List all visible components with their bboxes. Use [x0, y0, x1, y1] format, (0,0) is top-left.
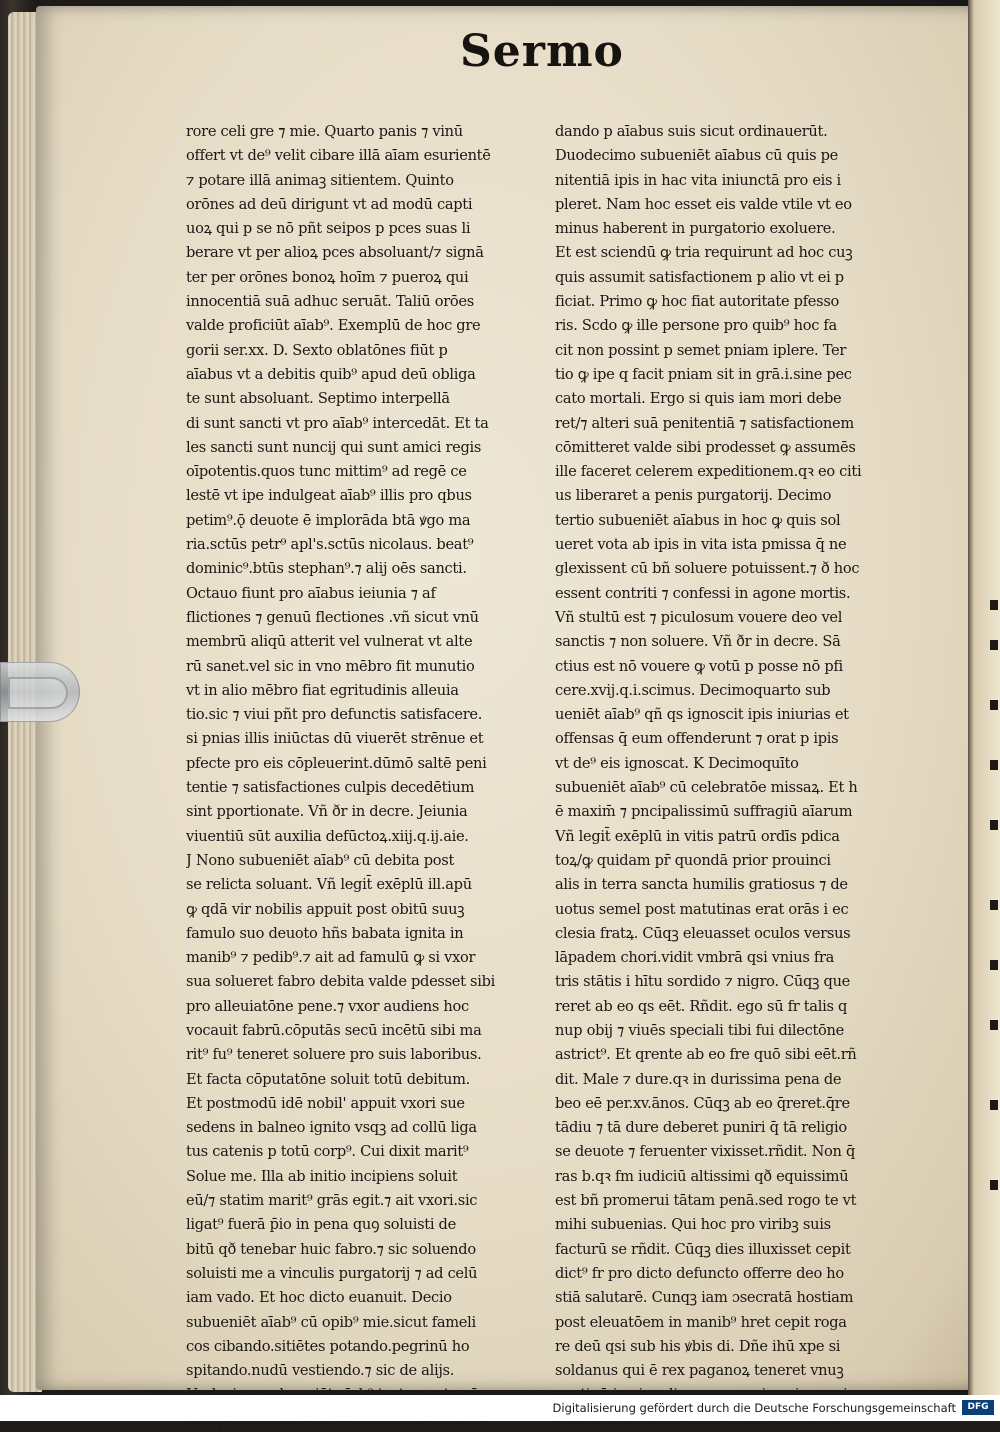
- text-line: ret/⁊ alteri suā penitentiā ⁊ satisfactionem: [555, 414, 854, 432]
- adjacent-page-mark: [990, 960, 998, 970]
- text-line: gorii ser.xx. D. Sexto oblatōnes fiūt p: [186, 341, 448, 359]
- text-line: pro alleuiatōne pene.⁊ vxor audiens hoc: [186, 997, 469, 1015]
- text-line: se relicta soluant. Vñ legit̄ exēplū ill.apū: [186, 876, 472, 894]
- adjacent-page-mark: [990, 640, 998, 650]
- adjacent-page-mark: [990, 820, 998, 830]
- text-line: pfecte pro eis cōpleuerint.dūmō saltē peni: [186, 754, 487, 772]
- text-line: minus haberent in purgatorio exoluere.: [555, 220, 836, 238]
- text-line: soldanus qui ē rex paganoꝝ teneret vnuꝫ: [555, 1362, 844, 1380]
- text-line: alis in terra sancta humilis gratiosus ⁊ de: [555, 876, 848, 894]
- text-line: ligat⁹ fuerā p̄io in pena quꝯ soluisti de: [186, 1216, 456, 1234]
- text-line: glexissent cū bñ soluere potuissent.⁊ ð hoc: [555, 560, 860, 578]
- text-line: spitando.nudū vestiendo.⁊ sic de alijs.: [186, 1362, 455, 1380]
- text-line: di sunt sancti vt pro aīab⁹ intercedāt. Et ta: [186, 414, 489, 432]
- text-line: nitentiā ipis in hac vita iniunctā pro eis i: [555, 171, 841, 189]
- text-line: us liberaret a penis purgatorij. Decimo: [555, 487, 832, 505]
- text-line: sua solueret fabro debita valde pdesset sibi: [186, 973, 495, 991]
- text-line: facturū se rñdit. Cūqꝫ dies illuxisset cepit: [555, 1240, 851, 1258]
- text-line: ueret vota ab ipis in vita ista pmissa q̄ ne: [555, 536, 847, 554]
- text-line: valde proficiūt aīab⁹. Exemplū de hoc gre: [186, 317, 481, 335]
- text-line: si pnias illis iniūctas dū viuerēt strēnue et: [186, 730, 484, 748]
- text-line: oīpotentis.quos tunc mittim⁹ ad regē ce: [186, 463, 467, 481]
- text-line: membrū aliqū atterit vel vulnerat vt alte: [186, 633, 473, 651]
- text-line: ueniēt aīab⁹ qñ qs ignoscit ipis iniurias et: [555, 706, 849, 724]
- text-line: Et postmodū idē nobil' appuit vxori sue: [186, 1094, 465, 1112]
- text-line: eū/⁊ statim marit⁹ grās egit.⁊ ait vxori.sic: [186, 1192, 478, 1210]
- footer-credit: Digitalisierung gefördert durch die Deutsche Forschungsgemeinschaft: [552, 1401, 956, 1415]
- text-line: sedens in balneo ignito vsqꝫ ad collū liga: [186, 1119, 477, 1137]
- text-line: vt in alio mēbro fiat egritudinis alleuia: [186, 681, 459, 699]
- text-line: innocentiā suā adhuc seruāt. Taliū orōes: [186, 293, 474, 311]
- text-line: beo eē per.xv.ānos. Cūqꝫ ab eo q̄reret.q̄re: [555, 1094, 850, 1112]
- text-line: orōnes ad deū dirigunt vt ad modū capti: [186, 195, 473, 213]
- text-line: lestē vt ipe indulgeat aīab⁹ illis pro qbus: [186, 487, 472, 505]
- text-line: est bñ promerui tātam penā.sed rogo te vt: [555, 1192, 857, 1210]
- text-line: essent contriti ⁊ confessi in agone mortis.: [555, 584, 851, 602]
- text-line: ter per orōnes bonoꝝ hoīm ⁊ pueroꝝ qui: [186, 268, 469, 286]
- text-line: tentie ⁊ satisfactiones culpis decedētium: [186, 779, 475, 797]
- text-line: clesia fratꝝ. Cūqꝫ eleuasset oculos versus: [555, 924, 851, 942]
- text-line: cato mortali. Ergo si quis iam mori debe: [555, 390, 842, 408]
- text-line: bitū qð tenebar huic fabro.⁊ sic soluendo: [186, 1240, 476, 1258]
- text-line: Vñ stultū est ⁊ piculosum vouere deo vel: [555, 608, 843, 626]
- text-line: offensas q̄ eum offenderunt ⁊ orat p ipis: [555, 730, 839, 748]
- text-line: offert vt de⁹ velit cibare illā aīam esurientē: [186, 147, 491, 165]
- text-line: vocauit fabrū.cōputās secū incētū sibi ma: [186, 1021, 482, 1039]
- text-line: tus catenis p totū corp⁹. Cui dixit marit⁹: [186, 1143, 469, 1161]
- text-line: Et est sciendū ꝙ tria requirunt ad hoc cuꝫ: [555, 244, 853, 262]
- text-line: nup obij ⁊ viuēs speciali tibi fui dilectōne: [555, 1021, 844, 1039]
- text-line: soluisti me a vinculis purgatorij ⁊ ad celū: [186, 1264, 478, 1282]
- text-line: les sancti sunt nuncij qui sunt amici regis: [186, 438, 482, 456]
- text-line: sint pportionate. Vñ ðr in decre. Jeiunia: [186, 803, 468, 821]
- text-line: tādiu ⁊ tā dure deberet puniri q̄ tā religio: [555, 1119, 847, 1137]
- text-line: dando p aīabus suis sicut ordinauerūt.: [555, 123, 828, 140]
- text-line: rore celi gre ⁊ mie. Quarto panis ⁊ vinū: [186, 123, 463, 140]
- text-line: ria.sctūs petr⁹ apl's.sctūs nicolaus. beat⁹: [186, 536, 474, 554]
- left-text-column: [186, 120, 538, 1432]
- text-line: cere.xvij.q.i.scimus. Decimoquarto sub: [555, 681, 831, 699]
- right-text-column: [555, 120, 887, 1432]
- text-line: tio ꝙ ipe q facit pniam sit in grā.i.sine pec: [555, 365, 852, 383]
- text-line: ris. Scdo ꝙ ille persone pro quib⁹ hoc fa: [555, 317, 837, 335]
- text-line: pleret. Nam hoc esset eis valde vtile vt eo: [555, 195, 852, 213]
- text-line: ꝙ qdā vir nobilis appuit post obitū suuꝫ: [186, 900, 465, 918]
- text-line: dominic⁹.btūs stephan⁹.⁊ alij oēs sancti.: [186, 560, 467, 578]
- text-line: tio.sic ⁊ viui pñt pro defunctis satisfacere.: [186, 706, 483, 724]
- text-line: Solue me. Illa ab initio incipiens soluit: [186, 1167, 458, 1185]
- adjacent-page-mark: [990, 700, 998, 710]
- text-line: re deū qsi sub his ꝟbis di. Dñe ihū xpe si: [555, 1337, 841, 1355]
- text-line: uotus semel post matutinas erat orās i ec: [555, 900, 849, 918]
- footer-bar: [0, 1395, 1000, 1421]
- text-line: cos cibando.sitiētes potando.pegrinū ho: [186, 1337, 470, 1355]
- text-line: Et facta cōputatōne soluit totū debitum.: [186, 1070, 471, 1088]
- text-line: se deuote ⁊ feruenter vixisset.rñdit. Non q̄: [555, 1143, 856, 1161]
- text-line: uoꝝ qui p se nō pñt seipos p pces suas li: [186, 220, 471, 238]
- text-line: mihi subuenias. Qui hoc pro viribꝫ suis: [555, 1216, 831, 1234]
- text-line: vt de⁹ eis ignoscat. K Decimoquīto: [555, 754, 799, 772]
- text-line: iam vado. Et hoc dicto euanuit. Decio: [186, 1289, 452, 1307]
- adjacent-page-mark: [990, 900, 998, 910]
- text-line: ille faceret celerem expeditionem.qꝛ eo citi: [555, 463, 862, 481]
- text-line: Duodecimo subueniēt aīabus cū quis pe: [555, 147, 839, 165]
- text-line: J Nono subueniēt aīab⁹ cū debita post: [186, 851, 455, 869]
- text-line: ras b.qꝛ fm iudiciū altissimi qð equissimū: [555, 1167, 849, 1185]
- paper-clip-loop: [8, 677, 68, 709]
- text-line: subueniēt aīab⁹ cū opib⁹ mie.sicut fameli: [186, 1313, 476, 1331]
- text-line: quis assumit satisfactionem p alio vt ei p: [555, 268, 844, 286]
- text-line: famulo suo deuoto hñs babata ignita in: [186, 924, 464, 942]
- text-line: Octauo fiunt pro aīabus ieiunia ⁊ af: [186, 584, 436, 602]
- text-line: rit⁹ fu⁹ teneret soluere pro suis laboribus.: [186, 1046, 482, 1064]
- text-line: post eleuatōem in manib⁹ hret cepit roga: [555, 1313, 847, 1331]
- text-line: cit non possint p semet pniam iplere. Ter: [555, 341, 847, 359]
- text-line: toꝝ/ꝙ quidam pr̄ quondā prior prouinci: [555, 851, 831, 869]
- text-line: sanctis ⁊ non soluere. Vñ ðr in decre. Sā: [555, 633, 841, 651]
- text-line: subueniēt aīab⁹ cū celebratōe missaꝝ. Et h: [555, 779, 858, 797]
- adjacent-page-mark: [990, 760, 998, 770]
- adjacent-page-mark: [990, 1100, 998, 1110]
- text-line: tris stātis i hītu sordido ⁊ nigro. Cūqꝫ que: [555, 973, 851, 991]
- text-line: ficiat. Primo ꝙ hoc fiat autoritate pfesso: [555, 293, 839, 311]
- text-line: ctius est nō vouere ꝙ votū p posse nō pfi: [555, 657, 843, 675]
- text-line: petim⁹.ǭ deuote ē implorāda btā ꝟgo ma: [186, 511, 471, 529]
- text-line: viuentiū sūt auxilia defūctoꝝ.xiij.q.ij.aie.: [186, 827, 469, 845]
- text-line: ⁊ potare illā animaꝫ sitientem. Quinto: [186, 171, 454, 189]
- text-line: Vñ legit̄ exēplū in vitis patrū ordīs pdica: [555, 827, 840, 845]
- adjacent-page-mark: [990, 1180, 998, 1190]
- text-line: ē maxim̄ ⁊ pncipalissimū suffragiū aīarum: [555, 803, 853, 821]
- text-line: dict⁹ fr pro dicto defuncto offerre deo ho: [555, 1264, 844, 1282]
- text-line: rū sanet.vel sic in vno mēbro fit munutio: [186, 657, 475, 675]
- adjacent-page-mark: [990, 600, 998, 610]
- text-line: aīabus vt a debitis quib⁹ apud deū obliga: [186, 365, 476, 383]
- text-line: cōmitteret valde sibi prodesset ꝙ assumēs: [555, 438, 856, 456]
- adjacent-page-mark: [990, 1020, 998, 1030]
- text-line: reret ab eo qs eēt. Rñdit. ego sū fr talis q: [555, 997, 848, 1015]
- text-line: berare vt per alioꝝ pces absoluant/⁊ signā: [186, 244, 484, 262]
- text-line: dit. Male ⁊ dure.qꝛ in durissima pena de: [555, 1070, 842, 1088]
- text-line: tertio subueniēt aīabus in hoc ꝙ quis sol: [555, 511, 841, 529]
- dfg-logo: DFG: [962, 1400, 994, 1415]
- text-line: lāpadem chori.vidit vmbrā qsi vnius fra: [555, 949, 835, 967]
- text-line: flictiones ⁊ genuū flectiones .vñ sicut vnū: [186, 608, 479, 626]
- text-line: te sunt absoluant. Septimo interpellā: [186, 390, 450, 408]
- text-line: stiā salutarē. Cunqꝫ iam ɔsecratā hostiam: [555, 1289, 854, 1307]
- text-line: astrict⁹. Et qrente ab eo fre quō sibi eēt.rñ: [555, 1046, 857, 1064]
- text-line: manib⁹ ⁊ pedib⁹.⁊ ait ad famulū ꝙ si vxor: [186, 949, 476, 967]
- page-header-title: Sermo: [460, 26, 624, 77]
